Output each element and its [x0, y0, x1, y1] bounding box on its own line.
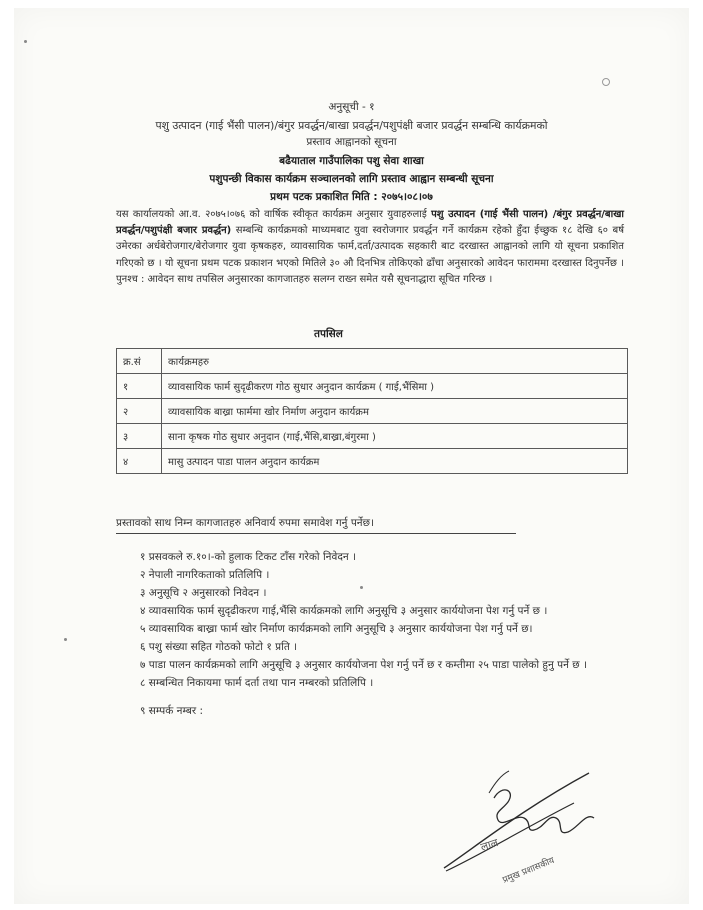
paper-speck: [64, 638, 67, 641]
publication-date: प्रथम पटक प्रकाशित मिति : २०७५।०८।०७: [270, 191, 433, 203]
paper-speck: [360, 586, 363, 589]
program-highlight: पशु उत्पादन (गाई भैंसी पालन) /बंगुर प्रवर्द्धन/बाखा प्रवर्द्धन/पशुपंक्षी बजार प्रवर्द्धन): [116, 209, 624, 237]
list-item: ३ अनुसूचि २ अनुसारको निवेदन ।: [140, 587, 267, 599]
row-sn: ३: [117, 424, 162, 449]
list-item: ५ व्यावसायिक बाख्रा फार्म खोर निर्माण कार्यक्रमको लागि अनुसूचि ३ अनुसार कार्ययोजना पेश गर्नु पर्ने छ।: [140, 623, 533, 635]
list-item: ९ सम्पर्क नम्बर :: [140, 705, 204, 717]
notice-title-line2: प्रस्ताव आह्वानको सूचना: [306, 136, 397, 148]
row-sn: २: [117, 399, 162, 424]
row-program: मासु उत्पादन पाडा पालन अनुदान कार्यक्रम: [162, 449, 628, 474]
requirements-list: [140, 548, 626, 720]
table-header-program: कार्यक्रमहरु: [162, 349, 628, 374]
row-program: व्यावसायिक बाख्रा फार्ममा खोर निर्माण अनुदान कार्यक्रम: [162, 399, 628, 424]
list-item: ६ पशु संख्या सहित गोठको फोटो १ प्रति ।: [140, 641, 298, 653]
signature-icon: [434, 753, 634, 893]
notice-title-line1: पशु उत्पादन (गाई भैंसी पालन)/बंगुर प्रवर्द्धन/बाखा प्रवर्द्धन/पशुपंक्षी बजार प्रवर्द्धन सम्बन्धि कार्यक्रमको: [155, 119, 548, 132]
table-row: [117, 399, 628, 424]
notice-subject: पशुपन्छी विकास कार्यक्रम सञ्चालनको लागि प्रस्ताव आह्वान सम्बन्धी सूचना: [209, 173, 494, 185]
row-program: व्यावसायिक फार्म सुदृढीकरण गोठ सुधार अनुदान कार्यक्रम ( गाई,भैंसिमा ): [162, 374, 628, 399]
tapasil-heading: तपसिल: [314, 328, 343, 340]
list-item: ४ व्यावसायिक फार्म सुदृढीकरण गाई,भैंसि कार्यक्रमको लागि अनुसूचि ३ अनुसार कार्ययोजना पेश गर्नु पर्ने छ ।: [140, 605, 548, 617]
list-item: १ प्रसवकले रु.१०।-को हुलाक टिकट टाँस गरेको निवेदन ।: [140, 551, 357, 563]
program-table: [116, 348, 628, 474]
table-header-sn: क्र.सं: [117, 349, 162, 374]
table-row: [117, 449, 628, 474]
paper-speck: [602, 78, 610, 86]
annex-label: अनुसूची - १: [328, 101, 375, 113]
row-program: साना कृषक गोठ सुधार अनुदान (गाई,भैंसि,बाख्रा,बंगुरमा ): [162, 424, 628, 449]
notice-paragraph: यस कार्यालयको आ.व. २०७५।०७६ को वार्षिक स्वीकृत कार्यक्रम अनुसार युवाहरुलाई पशु उत्पादन (गाई भैंसी पालन) /बंगुर प्रवर्द्धन/बाखा प्रवर्द्धन/पशुपंक्षी बजार प्रवर्द्धन) सम्बन्धि कार्यक्रमको माध्यमबाट युवा स्वरोजगार प्रवर्द्धन गर्ने कार्यक्रम रहेको हुँदा ईच्छुक १८ देखि ६० बर्ष उमेरका अर्धबेरोजगार/बेरोजगार युवा कृषकहरु, व्यावसायिक फार्म,दर्ता/उत्पादक सहकारी बाट दरखास्त आह्वानको लागि यो सूचना प्रकाशित गरिएको छ । यो सूचना प्रथम पटक प्रकाशन भएको मितिले ३० औ दिनभित्र तोकिएको ढाँचा अनुसारको आवेदन फाराममा दरखास्त दिनुपर्नेछ । पुनश्च : आवेदन साथ तपसिल अनुसारका कागजातहरु सलग्न राख्न समेत यसै सूचनाद्धारा सूचित गरिन्छ ।: [116, 209, 624, 285]
row-sn: ४: [117, 449, 162, 474]
document-page: [14, 8, 689, 904]
list-item: ८ सम्बन्धित निकायमा फार्म दर्ता तथा पान नम्बरको प्रतिलिपि ।: [140, 677, 374, 689]
table-header-row: [117, 349, 628, 374]
list-item: २ नेपाली नागरिकताको प्रतिलिपि ।: [140, 569, 270, 581]
table-row: [117, 424, 628, 449]
signature-stamp-title: प्रमुख प्रशासकीय: [501, 855, 556, 886]
table-row: [117, 374, 628, 399]
signature-stamp-name: लाल: [478, 835, 500, 854]
requirements-intro: प्रस्तावको साथ निम्न कागजातहरु अनिवार्य रुपमा समावेश गर्नु पर्नेछ।: [116, 516, 516, 534]
office-name: बढैयाताल गाउँपालिका पशु सेवा शाखा: [279, 155, 424, 167]
list-item: ७ पाडा पालन कार्यक्रमको लागि अनुसूचि ३ अनुसार कार्ययोजना पेश गर्नु पर्ने छ र कम्तीमा २५ पाडा पालेको हुनु पर्ने छ ।: [140, 659, 587, 671]
row-sn: १: [117, 374, 162, 399]
paper-speck: [24, 40, 27, 43]
